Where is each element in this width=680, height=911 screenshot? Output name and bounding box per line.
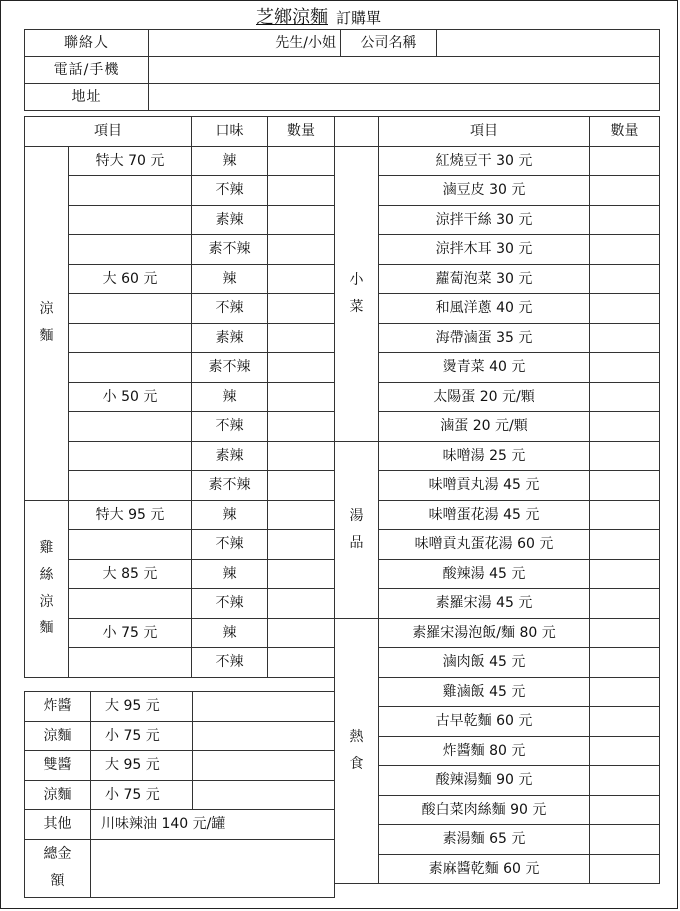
double-sauce-large-qty[interactable] — [193, 751, 335, 781]
shop-name: 芝鄉涼麵 — [256, 7, 328, 28]
chicken-noodle-label-char: 涼 — [39, 593, 54, 610]
address-label: 地址 — [25, 84, 149, 111]
table-row — [25, 471, 335, 501]
fried-sauce-large: 大 95 元 — [91, 692, 193, 722]
table-row — [25, 441, 335, 471]
table-row — [335, 825, 660, 855]
menu-item: 燙青菜 40 元 — [379, 353, 590, 383]
menu-item: 雞滷飯 45 元 — [379, 677, 590, 707]
form-title — [256, 3, 381, 29]
menu-item: 和風洋蔥 40 元 — [379, 294, 590, 324]
other-item — [91, 810, 335, 840]
menu-item: 紅燒豆干 30 元 — [379, 146, 590, 176]
hot-food-label — [335, 618, 379, 884]
table-row — [25, 412, 335, 442]
fried-sauce-small: 小 75 元 — [91, 721, 193, 751]
table-row — [335, 707, 660, 737]
size-cell — [69, 294, 192, 324]
menu-item: 味噌貢丸蛋花湯 60 元 — [379, 530, 590, 560]
cold-noodle-label-char: 涼 — [39, 301, 54, 318]
qty-cell[interactable] — [590, 766, 660, 796]
hot-food-label-char: 食 — [349, 755, 364, 772]
qty-cell[interactable] — [268, 294, 335, 324]
company-label: 公司名稱 — [341, 30, 437, 57]
size-cell — [69, 323, 192, 353]
table-row — [335, 648, 660, 678]
flavor-cell: 辣 — [192, 382, 268, 412]
size-cell: 特大 70 元 — [69, 146, 192, 176]
table-row — [335, 559, 660, 589]
flavor-cell: 不辣 — [192, 530, 268, 560]
qty-cell[interactable] — [590, 176, 660, 206]
menu-item: 涼拌木耳 30 元 — [379, 235, 590, 265]
qty-cell[interactable] — [268, 648, 335, 678]
qty-cell[interactable] — [590, 294, 660, 324]
qty-cell[interactable] — [590, 648, 660, 678]
contact-name-field[interactable] — [149, 30, 341, 57]
table-row — [335, 205, 660, 235]
flavor-cell: 辣 — [192, 264, 268, 294]
flavor-cell: 素辣 — [192, 441, 268, 471]
menu-item: 酸辣湯 45 元 — [379, 559, 590, 589]
size-cell — [69, 589, 192, 619]
menu-item: 味噌湯 25 元 — [379, 441, 590, 471]
size-cell — [69, 176, 192, 206]
size-cell — [69, 412, 192, 442]
fried-sauce-label-1: 炸醬 — [25, 692, 91, 722]
menu-item: 素麻醬乾麵 60 元 — [379, 854, 590, 884]
other-label: 其他 — [25, 810, 91, 840]
qty-cell[interactable] — [590, 707, 660, 737]
table-row — [25, 176, 335, 206]
table-row — [335, 323, 660, 353]
right-header-qty: 數量 — [590, 117, 660, 147]
flavor-cell: 辣 — [192, 146, 268, 176]
right-header-item: 項目 — [379, 117, 590, 147]
size-cell: 小 50 元 — [69, 382, 192, 412]
total-label — [25, 839, 91, 897]
qty-cell[interactable] — [590, 736, 660, 766]
size-cell — [69, 648, 192, 678]
size-cell: 小 75 元 — [69, 618, 192, 648]
flavor-cell: 不辣 — [192, 294, 268, 324]
size-cell — [69, 471, 192, 501]
menu-item: 太陽蛋 20 元/顆 — [379, 382, 590, 412]
chili-oil-item: 川味辣油 140 元/罐 — [101, 816, 226, 833]
flavor-cell: 素不辣 — [192, 471, 268, 501]
total-field[interactable] — [91, 839, 335, 897]
soup-label-char: 湯 — [349, 507, 364, 524]
size-cell — [69, 353, 192, 383]
menu-item: 炸醬麵 80 元 — [379, 736, 590, 766]
qty-cell[interactable] — [590, 500, 660, 530]
table-row — [335, 353, 660, 383]
double-sauce-small-qty[interactable] — [193, 780, 335, 810]
qty-cell[interactable] — [590, 559, 660, 589]
hot-food-label-char: 熱 — [349, 729, 364, 746]
qty-cell[interactable] — [590, 854, 660, 884]
fried-sauce-large-qty[interactable] — [193, 692, 335, 722]
total-label-2: 額 — [50, 873, 65, 889]
qty-cell[interactable] — [268, 176, 335, 206]
soup-label-char: 品 — [349, 534, 364, 551]
table-row — [335, 441, 660, 471]
qty-cell[interactable] — [268, 323, 335, 353]
menu-item: 素湯麵 65 元 — [379, 825, 590, 855]
fried-sauce-small-qty[interactable] — [193, 721, 335, 751]
size-cell: 大 85 元 — [69, 559, 192, 589]
cold-noodle-label-char: 麵 — [39, 328, 54, 344]
left-order-table — [24, 116, 335, 678]
qty-cell[interactable] — [268, 441, 335, 471]
qty-cell[interactable] — [268, 353, 335, 383]
table-row — [335, 530, 660, 560]
menu-item: 滷蛋 20 元/顆 — [379, 412, 590, 442]
table-row — [25, 353, 335, 383]
table-row — [335, 736, 660, 766]
menu-item: 海帶滷蛋 35 元 — [379, 323, 590, 353]
table-row — [335, 677, 660, 707]
qty-cell[interactable] — [590, 264, 660, 294]
menu-item: 味噌貢丸湯 45 元 — [379, 471, 590, 501]
left-header-item: 項目 — [25, 117, 192, 147]
flavor-cell: 辣 — [192, 559, 268, 589]
table-row — [25, 530, 335, 560]
qty-cell[interactable] — [590, 441, 660, 471]
table-row — [25, 618, 335, 648]
table-row — [335, 294, 660, 324]
qty-cell[interactable] — [590, 589, 660, 619]
flavor-cell: 不辣 — [192, 648, 268, 678]
chicken-noodle-label-char: 雞 — [39, 540, 54, 557]
flavor-cell: 素辣 — [192, 323, 268, 353]
table-row — [25, 323, 335, 353]
contact-label: 聯絡人 — [25, 30, 149, 57]
double-sauce-label-2: 涼麵 — [25, 780, 91, 810]
sauce-noodle-table — [24, 691, 335, 898]
table-row — [335, 766, 660, 796]
menu-item: 酸白菜肉絲麵 90 元 — [379, 795, 590, 825]
flavor-cell: 素不辣 — [192, 235, 268, 265]
qty-cell[interactable] — [268, 500, 335, 530]
qty-cell[interactable] — [268, 471, 335, 501]
table-row — [25, 559, 335, 589]
table-row — [25, 264, 335, 294]
customer-info-table — [24, 29, 660, 111]
menu-item: 蘿蔔泡菜 30 元 — [379, 264, 590, 294]
chicken-noodle-label-char: 麵 — [39, 620, 54, 637]
company-field[interactable] — [437, 30, 660, 57]
fried-sauce-label-2: 涼麵 — [25, 721, 91, 751]
qty-cell[interactable] — [268, 559, 335, 589]
qty-cell[interactable] — [268, 205, 335, 235]
table-row — [335, 795, 660, 825]
double-sauce-small: 小 75 元 — [91, 780, 193, 810]
size-cell — [69, 235, 192, 265]
cold-noodle-label — [25, 146, 69, 500]
double-sauce-label-1: 雙醬 — [25, 751, 91, 781]
qty-cell[interactable] — [590, 353, 660, 383]
qty-cell[interactable] — [590, 205, 660, 235]
qty-cell[interactable] — [590, 382, 660, 412]
menu-item: 味噌蛋花湯 45 元 — [379, 500, 590, 530]
flavor-cell: 不辣 — [192, 589, 268, 619]
menu-item: 滷豆皮 30 元 — [379, 176, 590, 206]
left-header-flavor: 口味 — [192, 117, 268, 147]
phone-label: 電話/手機 — [25, 57, 149, 84]
flavor-cell: 不辣 — [192, 176, 268, 206]
qty-cell[interactable] — [590, 412, 660, 442]
chicken-noodle-label — [25, 500, 69, 677]
table-row — [335, 618, 660, 648]
qty-cell[interactable] — [590, 618, 660, 648]
qty-cell[interactable] — [590, 471, 660, 501]
table-row — [335, 500, 660, 530]
qty-cell[interactable] — [268, 530, 335, 560]
qty-cell[interactable] — [590, 530, 660, 560]
table-row — [25, 648, 335, 678]
qty-cell[interactable] — [590, 825, 660, 855]
qty-cell[interactable] — [268, 146, 335, 176]
qty-cell[interactable] — [268, 382, 335, 412]
side-dish-label-char: 小 — [349, 271, 364, 288]
flavor-cell: 辣 — [192, 500, 268, 530]
qty-cell[interactable] — [590, 677, 660, 707]
qty-cell[interactable] — [268, 589, 335, 619]
qty-cell[interactable] — [590, 323, 660, 353]
left-header-qty: 數量 — [268, 117, 335, 147]
qty-cell[interactable] — [590, 235, 660, 265]
qty-cell[interactable] — [268, 412, 335, 442]
total-label-1: 總金 — [43, 846, 72, 863]
menu-item: 酸辣湯麵 90 元 — [379, 766, 590, 796]
menu-item: 涼拌干絲 30 元 — [379, 205, 590, 235]
address-field[interactable] — [149, 84, 660, 111]
size-cell: 特大 95 元 — [69, 500, 192, 530]
flavor-cell: 不辣 — [192, 412, 268, 442]
table-row — [335, 176, 660, 206]
table-row — [335, 235, 660, 265]
table-row — [335, 589, 660, 619]
table-row — [25, 205, 335, 235]
size-cell — [69, 205, 192, 235]
menu-item: 素羅宋湯泡飯/麵 80 元 — [379, 618, 590, 648]
right-header-blank — [335, 117, 379, 147]
side-dish-label — [335, 146, 379, 441]
size-cell — [69, 530, 192, 560]
flavor-cell: 素辣 — [192, 205, 268, 235]
right-order-table — [334, 116, 660, 884]
flavor-cell: 素不辣 — [192, 353, 268, 383]
double-sauce-large: 大 95 元 — [91, 751, 193, 781]
qty-cell[interactable] — [590, 795, 660, 825]
table-row — [25, 589, 335, 619]
table-row — [335, 412, 660, 442]
qty-cell[interactable] — [268, 264, 335, 294]
menu-item: 古早乾麵 60 元 — [379, 707, 590, 737]
chicken-noodle-label-char: 絲 — [39, 566, 54, 583]
table-row — [25, 146, 335, 176]
table-row — [25, 500, 335, 530]
size-cell: 大 60 元 — [69, 264, 192, 294]
flavor-cell: 辣 — [192, 618, 268, 648]
soup-label — [335, 441, 379, 618]
qty-cell[interactable] — [268, 235, 335, 265]
table-row — [335, 146, 660, 176]
table-row — [25, 235, 335, 265]
table-row — [335, 382, 660, 412]
menu-item: 滷肉飯 45 元 — [379, 648, 590, 678]
table-row — [25, 382, 335, 412]
side-dish-label-char: 菜 — [349, 298, 364, 315]
salutation-text: 先生/小姐 — [275, 35, 336, 51]
table-row — [335, 854, 660, 884]
table-row — [335, 264, 660, 294]
size-cell — [69, 441, 192, 471]
table-row — [25, 294, 335, 324]
qty-cell[interactable] — [268, 618, 335, 648]
qty-cell[interactable] — [590, 146, 660, 176]
menu-item: 素羅宋湯 45 元 — [379, 589, 590, 619]
phone-field[interactable] — [149, 57, 660, 84]
form-name: 訂購單 — [336, 9, 382, 27]
table-row — [335, 471, 660, 501]
